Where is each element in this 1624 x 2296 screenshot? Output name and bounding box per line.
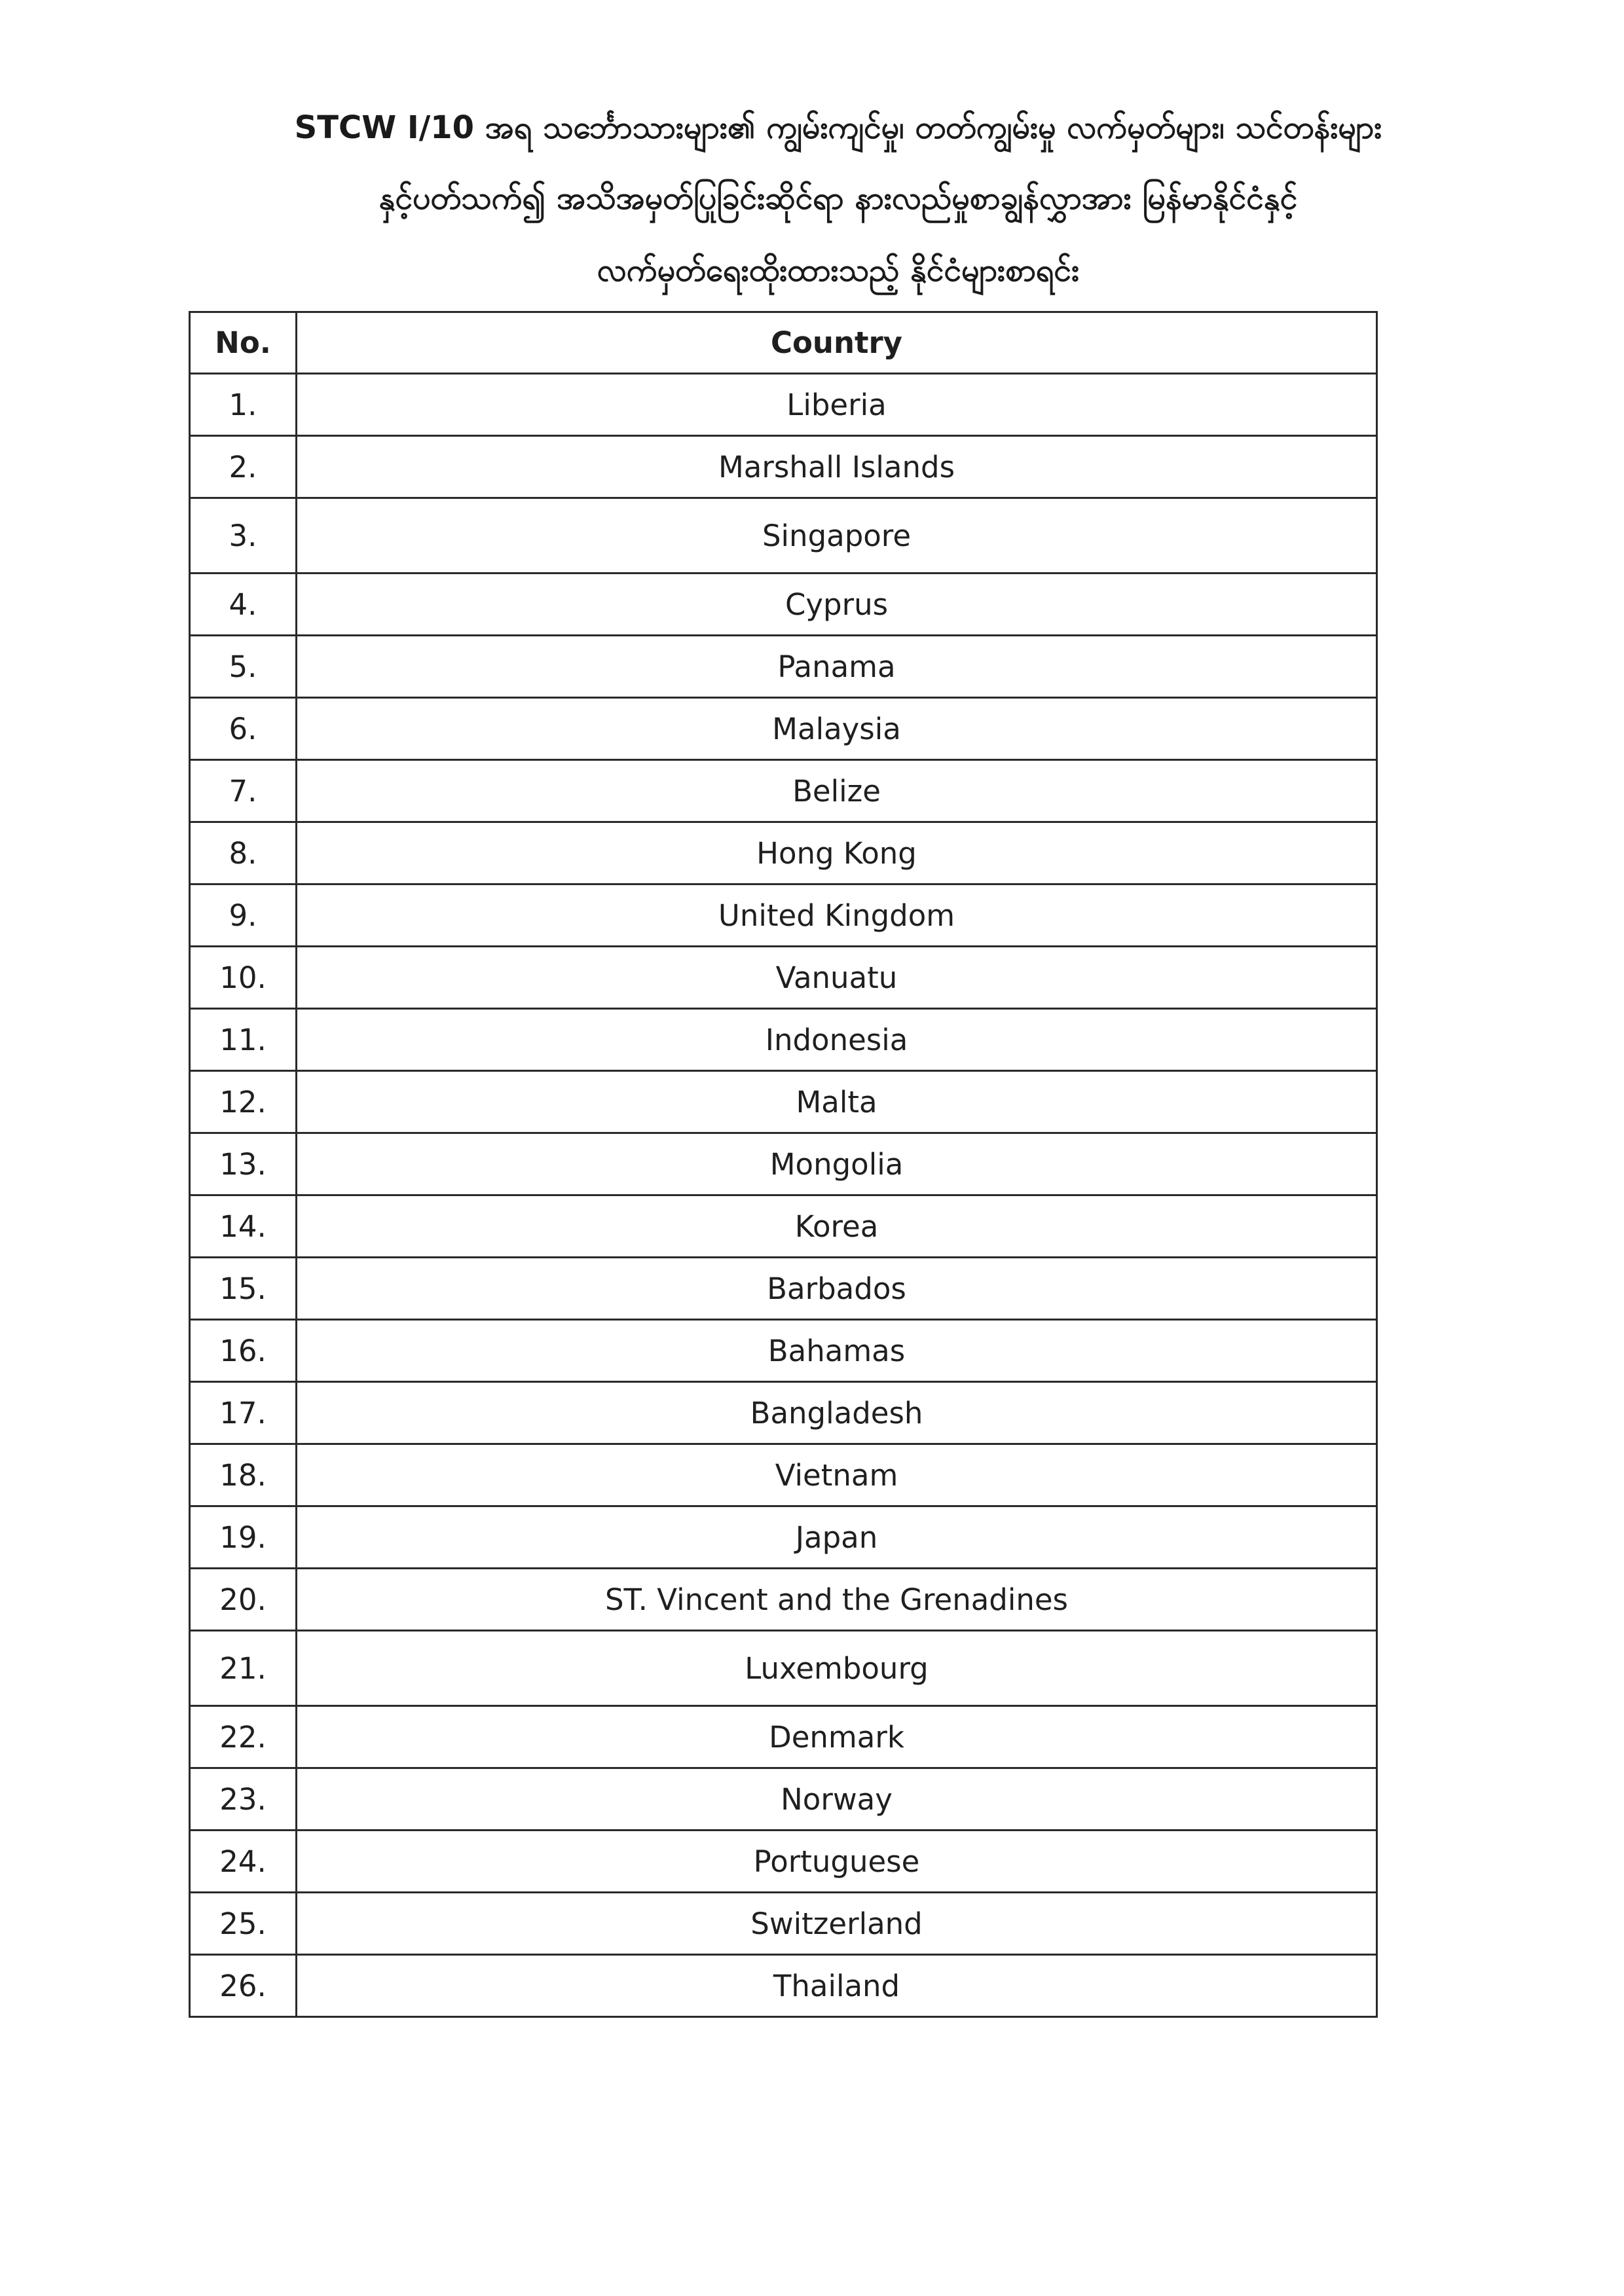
table-row <box>190 947 1377 1009</box>
row-number: 26. <box>190 1955 297 2017</box>
table-row <box>190 1071 1377 1133</box>
row-country: Norway <box>297 1768 1377 1831</box>
row-country: Japan <box>297 1506 1377 1569</box>
table-row <box>190 1382 1377 1444</box>
table-row <box>190 1009 1377 1071</box>
row-number: 24. <box>190 1831 297 1893</box>
table-row <box>190 1506 1377 1569</box>
row-number: 11. <box>190 1009 297 1071</box>
document-title-line-3: လက်မှတ်ရေးထိုးထားသည့် နိုင်ငံများစာရင်း <box>597 252 1080 289</box>
row-country: Vanuatu <box>297 947 1377 1009</box>
document-title-line-2: နှင့်ပတ်သက်၍ အသိအမှတ်ပြုခြင်းဆိုင်ရာ နားလည်မှုစာချွန်လွှာအား မြန်မာနိုင်ငံနှင့် <box>378 180 1298 217</box>
row-country: Bangladesh <box>297 1382 1377 1444</box>
table-row <box>190 884 1377 947</box>
row-number: 5. <box>190 636 297 698</box>
row-country: Panama <box>297 636 1377 698</box>
table-row <box>190 1569 1377 1631</box>
row-country: Hong Kong <box>297 822 1377 884</box>
row-number: 6. <box>190 698 297 760</box>
row-country: Belize <box>297 760 1377 822</box>
table-row <box>190 1258 1377 1320</box>
row-number: 8. <box>190 822 297 884</box>
row-country: ST. Vincent and the Grenadines <box>297 1569 1377 1631</box>
table-row <box>190 436 1377 498</box>
row-number: 13. <box>190 1133 297 1195</box>
table-row <box>190 636 1377 698</box>
row-number: 2. <box>190 436 297 498</box>
table-row <box>190 374 1377 436</box>
row-country: Korea <box>297 1195 1377 1258</box>
row-country: Mongolia <box>297 1133 1377 1195</box>
table-row <box>190 1955 1377 2017</box>
table-row <box>190 1444 1377 1506</box>
row-country: Malta <box>297 1071 1377 1133</box>
table-row <box>190 1133 1377 1195</box>
row-country: Malaysia <box>297 698 1377 760</box>
document-title-line-1: STCW I/10 အရ သင်္ဘောသားများ၏ ကျွမ်းကျင်မှု၊ တတ်ကျွမ်းမှု လက်မှတ်များ၊ သင်တန်းများ <box>294 109 1382 146</box>
row-number: 25. <box>190 1893 297 1955</box>
row-country: Thailand <box>297 1955 1377 2017</box>
row-country: Luxembourg <box>297 1631 1377 1706</box>
row-number: 3. <box>190 498 297 574</box>
row-number: 19. <box>190 1506 297 1569</box>
row-number: 22. <box>190 1706 297 1768</box>
table-row <box>190 1831 1377 1893</box>
table-row <box>190 574 1377 636</box>
row-number: 9. <box>190 884 297 947</box>
row-number: 10. <box>190 947 297 1009</box>
row-country: Switzerland <box>297 1893 1377 1955</box>
row-number: 15. <box>190 1258 297 1320</box>
row-number: 18. <box>190 1444 297 1506</box>
country-table <box>189 311 1378 2018</box>
row-number: 21. <box>190 1631 297 1706</box>
row-number: 16. <box>190 1320 297 1382</box>
table-row <box>190 698 1377 760</box>
row-number: 12. <box>190 1071 297 1133</box>
header-country: Country <box>297 312 1377 374</box>
row-country: United Kingdom <box>297 884 1377 947</box>
row-number: 4. <box>190 574 297 636</box>
row-number: 7. <box>190 760 297 822</box>
table-row <box>190 1631 1377 1706</box>
row-number: 23. <box>190 1768 297 1831</box>
table-row <box>190 822 1377 884</box>
row-number: 14. <box>190 1195 297 1258</box>
table-row <box>190 1320 1377 1382</box>
table-row <box>190 760 1377 822</box>
table-row <box>190 1706 1377 1768</box>
row-number: 17. <box>190 1382 297 1444</box>
row-number: 1. <box>190 374 297 436</box>
row-country: Barbados <box>297 1258 1377 1320</box>
header-no: No. <box>190 312 297 374</box>
table-row <box>190 498 1377 574</box>
table-row <box>190 1768 1377 1831</box>
row-country: Cyprus <box>297 574 1377 636</box>
row-country: Bahamas <box>297 1320 1377 1382</box>
row-country: Singapore <box>297 498 1377 574</box>
table-row <box>190 1195 1377 1258</box>
row-country: Portuguese <box>297 1831 1377 1893</box>
row-country: Liberia <box>297 374 1377 436</box>
row-country: Vietnam <box>297 1444 1377 1506</box>
row-country: Denmark <box>297 1706 1377 1768</box>
row-number: 20. <box>190 1569 297 1631</box>
table-row <box>190 1893 1377 1955</box>
table-header-row <box>190 312 1377 374</box>
row-country: Marshall Islands <box>297 436 1377 498</box>
row-country: Indonesia <box>297 1009 1377 1071</box>
